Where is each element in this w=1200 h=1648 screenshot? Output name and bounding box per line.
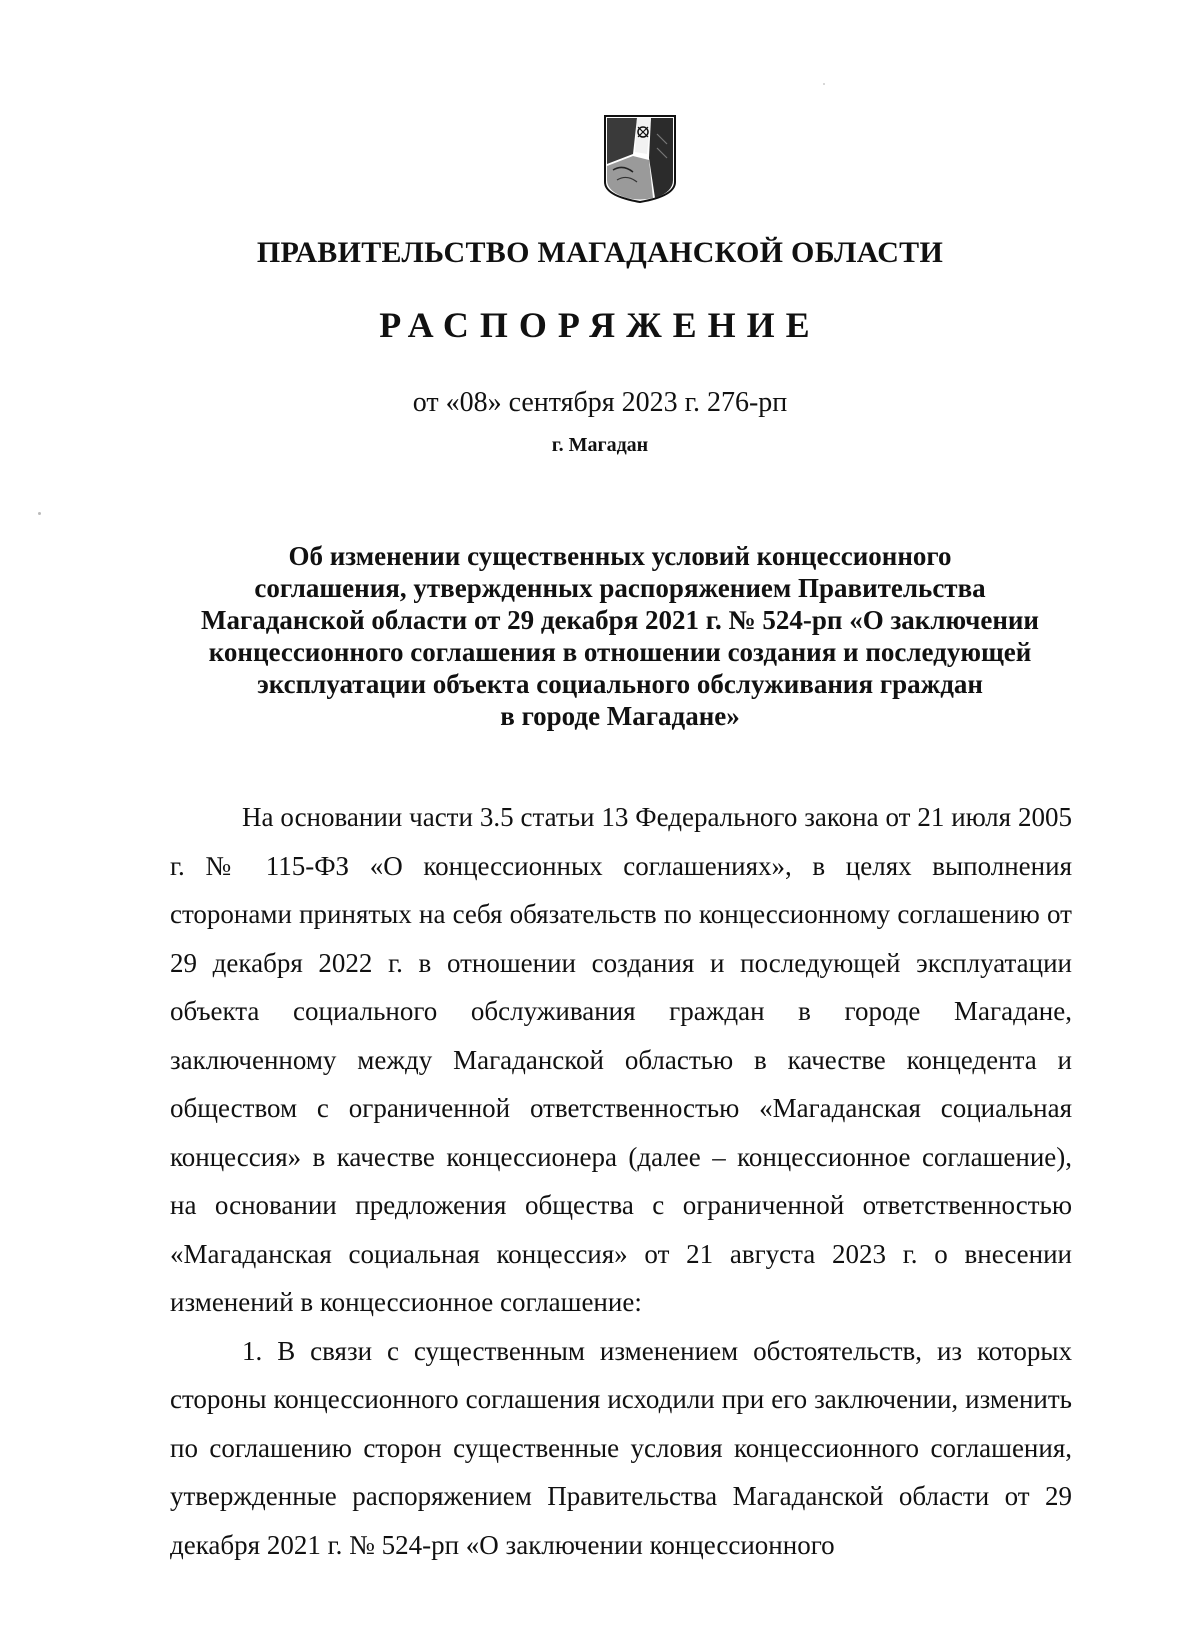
subject-line: эксплуатации объекта социального обслуживания граждан (257, 669, 983, 699)
body-paragraph-preamble: На основании части 3.5 статьи 13 Федерального закона от 21 июля 2005 г. № 115-ФЗ «О концессионных соглашениях», в целях выполнения сторонами принятых на себя обязательств по концессионному соглашению от 29 декабря 2022 г. в отношении создания и последующей эксплуатации объекта социального обслуживания граждан в городе Магадане, заключенному между Магаданской областью в качестве концедента и обществом с ограниченной ответственностью «Магаданская социальная концессия» в качестве концессионера (далее – концессионное соглашение), на основании предложения общества с ограниченной ответственностью «Магаданская социальная концессия» от 21 августа 2023 г. о внесении изменений в концессионное соглашение: (170, 802, 1072, 1317)
scan-speck (38, 512, 41, 515)
document-date-number: от «08» сентября 2023 г. 276-рп (412, 387, 788, 418)
document-city: г. Магадан (551, 434, 649, 456)
subject-line: концессионного соглашения в отношении создания и последующей (208, 637, 1032, 667)
subject-line: соглашения, утвержденных распоряжением Правительства (254, 573, 986, 603)
body-paragraph-item-1: 1. В связи с существенным изменением обстоятельств, из которых стороны концессионного соглашения исходили при его заключении, изменить по соглашению сторон существенные условия концессионного соглашения, утвержденные распоряжением Правительства Магаданской области от 29 декабря 2021 г. № 524-рп «О заключении концессионного (170, 1335, 1072, 1560)
organization-title: ПРАВИТЕЛЬСТВО МАГАДАНСКОЙ ОБЛАСТИ (256, 236, 944, 269)
document-type-heading: РАСПОРЯЖЕНИЕ (379, 305, 821, 345)
subject-line: Об изменении существенных условий концессионного (288, 541, 952, 571)
document-body (170, 793, 1072, 1569)
scan-speck (823, 83, 825, 85)
document-subject (170, 540, 1070, 732)
subject-line: Магаданской области от 29 декабря 2021 г. № 524-рп «О заключении (200, 605, 1039, 635)
subject-line: в городе Магадане» (500, 701, 740, 731)
coat-of-arms-icon (603, 114, 677, 204)
